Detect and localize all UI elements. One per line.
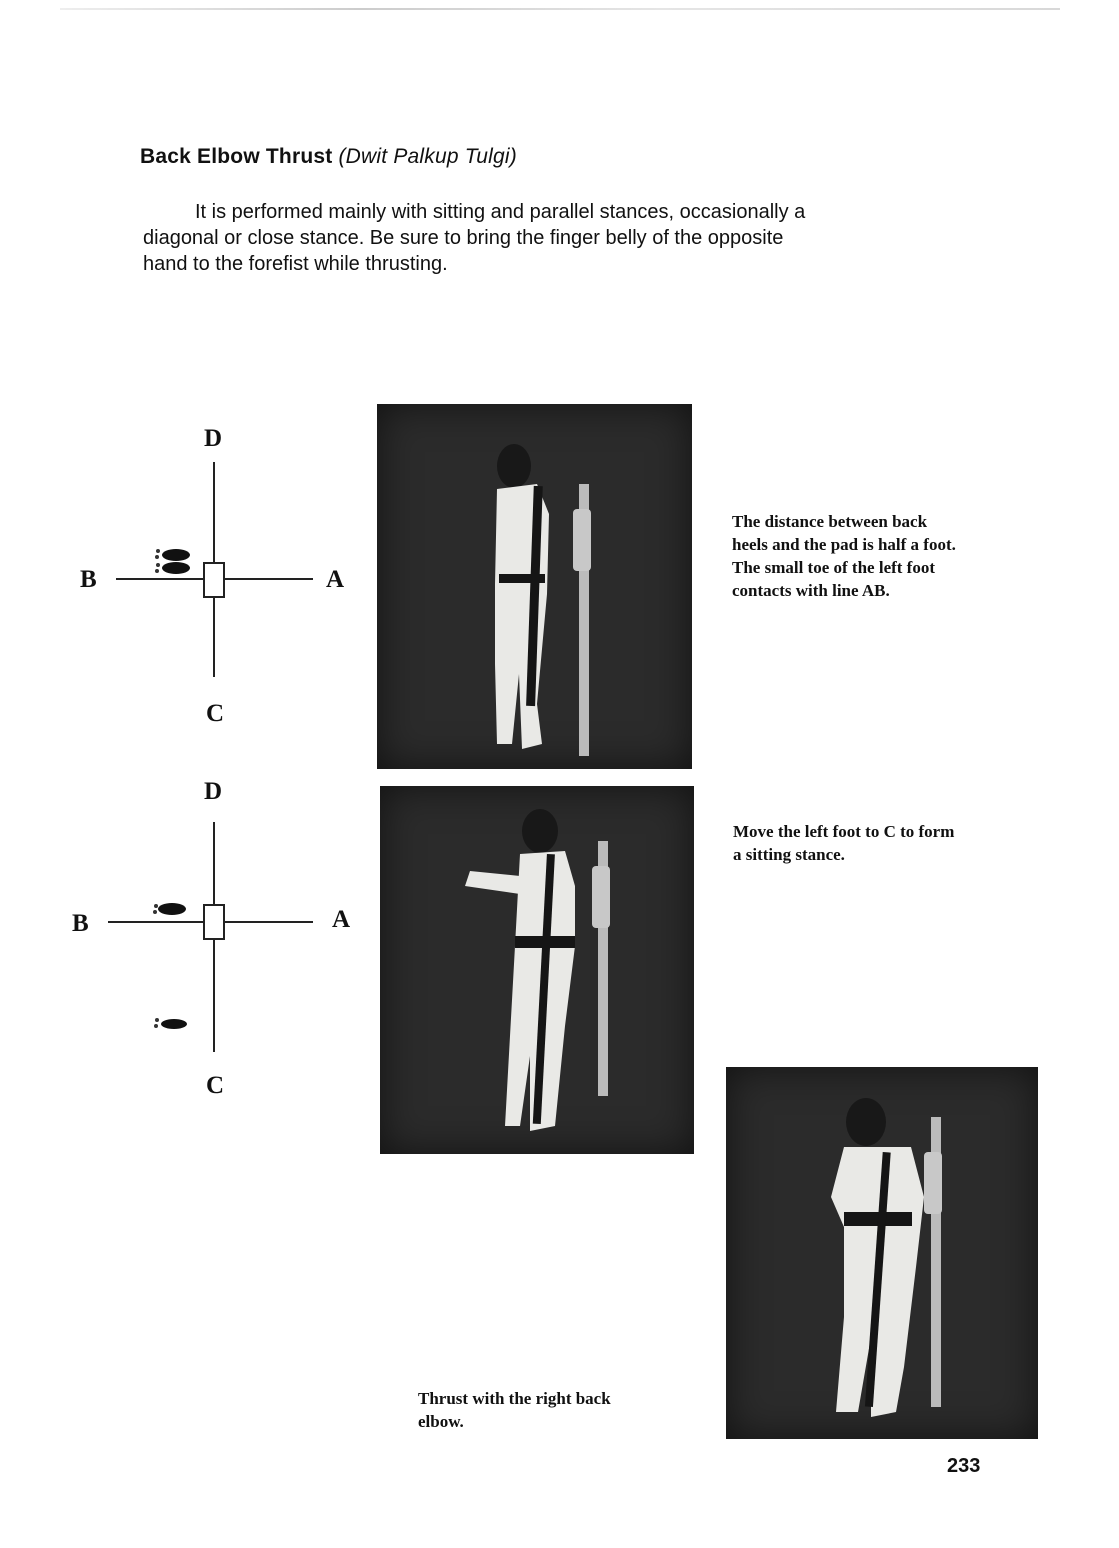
diagram-label-c: C: [206, 1072, 225, 1099]
heading-title: Back Elbow Thrust: [140, 145, 333, 168]
figure-standing: [377, 404, 692, 769]
caption-step-2: [733, 820, 954, 866]
diagram-label-d: D: [204, 425, 223, 452]
caption-step-3: [418, 1387, 611, 1433]
intro-paragraph: [143, 199, 993, 277]
caption-line: heels and the pad is half a foot.: [732, 535, 956, 554]
caption-step-1: [732, 510, 956, 602]
intro-line: hand to the forefist while thrusting.: [143, 253, 448, 275]
diagram-label-b: B: [80, 566, 97, 593]
caption-line: The distance between back: [732, 512, 928, 531]
heading-subtitle: (Dwit Palkup Tulgi): [338, 145, 517, 168]
footprints-icon: [148, 543, 194, 579]
caption-line: Move the left foot to C to form: [733, 822, 955, 841]
caption-line: elbow.: [418, 1412, 464, 1431]
intro-line: diagonal or close stance. Be sure to bring the finger belly of the opposite: [143, 227, 784, 249]
diagram-label-c: C: [206, 700, 225, 727]
photo-sitting-stance: [380, 786, 694, 1154]
diagram-label-d: D: [204, 778, 223, 805]
pad-marker: [203, 904, 225, 940]
diagram-label-a: A: [332, 906, 351, 933]
caption-line: Thrust with the right back: [418, 1389, 611, 1408]
diagram-label-a: A: [326, 566, 345, 593]
photo-ready-stance: [377, 404, 692, 769]
pad-marker: [203, 562, 225, 598]
caption-line: a sitting stance.: [733, 845, 845, 864]
left-foot-icon: [150, 1014, 190, 1032]
figure-sitting: [380, 786, 694, 1154]
section-heading: [140, 145, 517, 169]
photo-elbow-thrust: [726, 1067, 1038, 1439]
intro-line: It is performed mainly with sitting and parallel stances, occasionally a: [195, 201, 806, 223]
diagram-label-b: B: [72, 910, 89, 937]
caption-line: contacts with line AB.: [732, 581, 890, 600]
caption-line: The small toe of the left foot: [732, 558, 936, 577]
figure-thrusting: [726, 1067, 1038, 1439]
page-number: 233: [947, 1455, 981, 1477]
right-foot-icon: [150, 900, 190, 918]
page-top-edge: [60, 8, 1060, 10]
